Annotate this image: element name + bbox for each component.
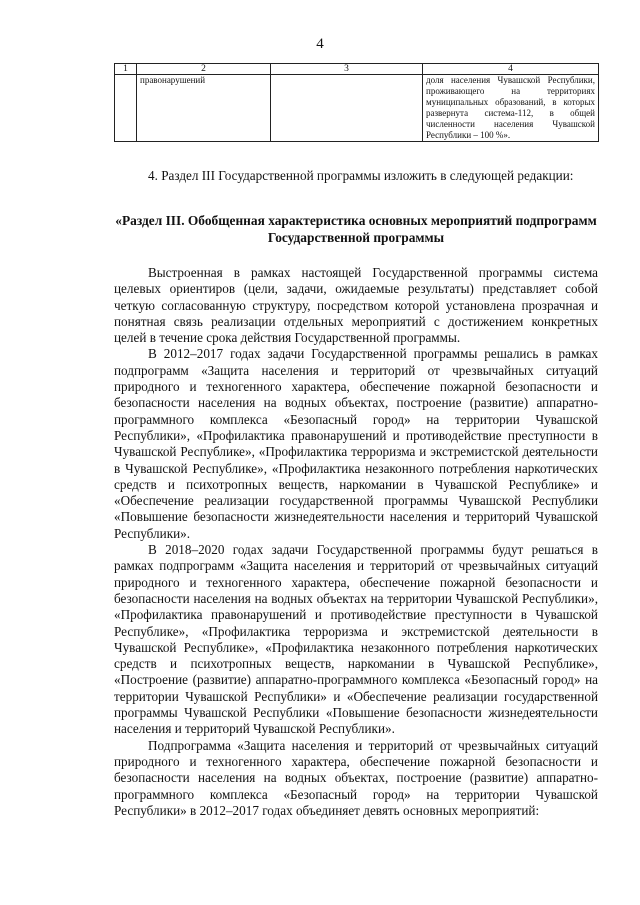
table-cell-col3: [271, 75, 423, 142]
table-row: [115, 75, 599, 142]
section-title: «Раздел III. Обобщенная характеристика основных мероприятий подпрограмм Государственной программы: [115, 213, 597, 245]
table-header-cell: 4: [423, 64, 599, 75]
continuation-table: [114, 63, 599, 142]
paragraph: В 2018–2020 годах задачи Государственной программы будут решаться в рамках подпрограмм «Защита населения и территорий от чрезвычайных ситуаций природного и техногенного характера, обеспечение пожарной безопасности и безопасности населения на водных объектах на территории Чувашской Республики», «Профилактика правонарушений и противодействие преступности в Чувашской Республике», «Профилактика терроризма и экстремистской деятельности в Чувашской Республике», «Профилактика незаконного потребления наркотических средств и психотропных веществ, наркомании в Чувашской Республике», «Построение (развитие) аппаратно-программного комплекса «Безопасный город» на территории Чувашской Республики» и «Обеспечение реализации государственной программы Чувашской Республики «Повышение безопасности жизнедеятельности населения и территорий Чувашской Республики».: [114, 542, 598, 737]
table-header-cell: 2: [137, 64, 271, 75]
table-cell-col1: [115, 75, 137, 142]
amendment-item-text: 4. Раздел III Государственной программы изложить в следующей редакции:: [148, 168, 574, 183]
paragraph: Подпрограмма «Защита населения и территорий от чрезвычайных ситуаций природного и техногенного характера, обеспечение пожарной безопасности и безопасности населения на водных объектах, построение (развитие) аппаратно-программного комплекса «Безопасный город» на территории Чувашской Республики» в 2012–2017 годах объединяет девять основных мероприятий:: [114, 737, 598, 818]
page-number: 4: [316, 36, 324, 52]
paragraph: Выстроенная в рамках настоящей Государственной программы система целевых ориентиров (цели, задачи, ожидаемые результаты) представляет собой четкую согласованную структуру, посредством которой установлена прозрачная и понятная связь реализации отдельных мероприятий с достижением конкретных целей в течение срока действия Государственной программы.: [114, 265, 598, 346]
paragraph: В 2012–2017 годах задачи Государственной программы решались в рамках подпрограмм «Защита населения и территорий от чрезвычайных ситуаций природного и техногенного характера, обеспечение пожарной безопасности и безопасности населения на водных объектах, построение (развитие) аппаратно-программного комплекса «Безопасный город» на территории Чувашской Республики», «Профилактика правонарушений и противодействие преступности в Чувашской Республике», «Профилактика терроризма и экстремистской деятельности в Чувашской Республике», «Профилактика незаконного потребления наркотических средств и психотропных веществ, наркомании в Чувашской Республике» и «Обеспечение реализации государственной программы Чувашской Республики «Повышение безопасности жизнедеятельности населения и территорий Чувашской Республики».: [114, 346, 598, 541]
amendment-item: [114, 168, 598, 184]
table-header-cell: 3: [271, 64, 423, 75]
section-body: [114, 265, 598, 819]
table-cell-col4: доля населения Чувашской Республики, проживающего на территориях муниципальных образований, в которых развернута система-112, в общей численности населения Чувашской Республики – 100 %».: [423, 75, 599, 142]
table-cell-col2: правонарушений: [137, 75, 271, 142]
table-header-row: [115, 64, 599, 75]
table-header-cell: 1: [115, 64, 137, 75]
